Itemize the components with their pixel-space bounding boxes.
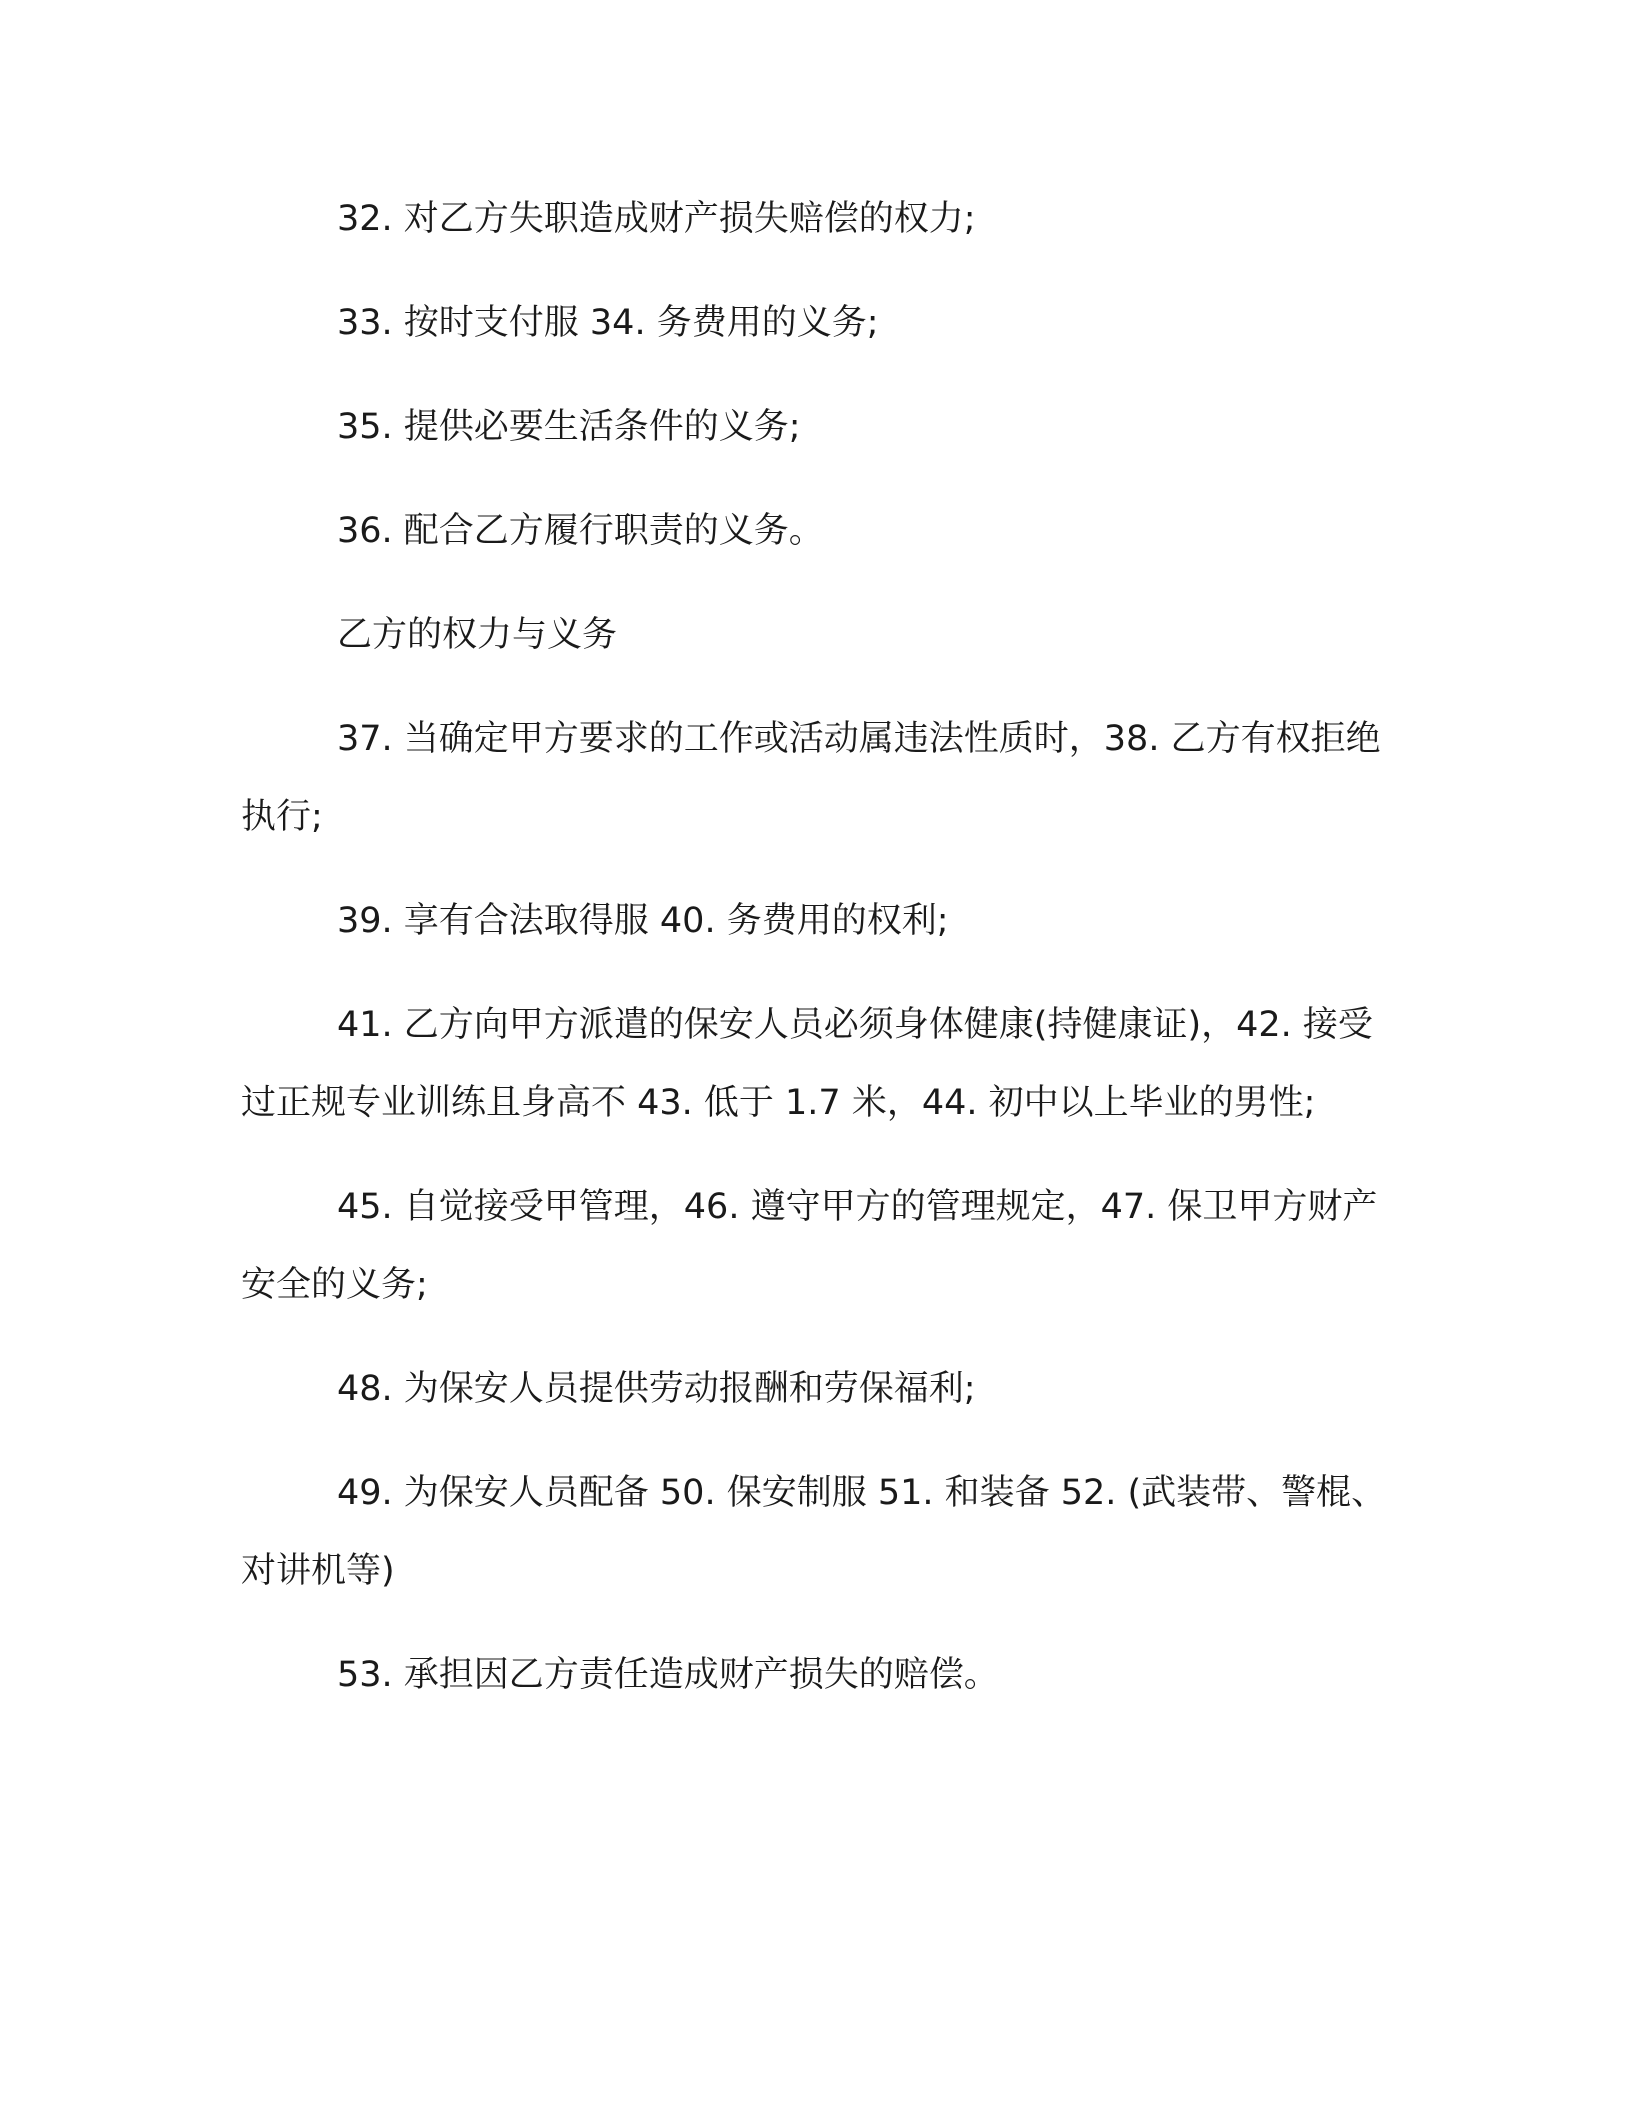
paragraph-36: 36. 配合乙方履行职责的义务。 [337, 511, 824, 551]
paragraph-37: 37. 当确定甲方要求的工作或活动属违法性质时，38. 乙方有权拒绝执行; [241, 719, 1381, 837]
paragraph-53: 53. 承担因乙方责任造成财产损失的赔偿。 [337, 1655, 999, 1695]
paragraph-35: 35. 提供必要生活条件的义务; [337, 407, 801, 447]
paragraph-33: 33. 按时支付服 34. 务费用的义务; [337, 303, 879, 343]
paragraph-48: 48. 为保安人员提供劳动报酬和劳保福利; [337, 1369, 976, 1409]
paragraph-41: 41. 乙方向甲方派遣的保安人员必须身体健康(持健康证)，42. 接受过正规专业训练且身高不 43. 低于 1.7 米，44. 初中以上毕业的男性; [241, 1005, 1373, 1123]
paragraph-49: 49. 为保安人员配备 50. 保安制服 51. 和装备 52. (武装带、警棍、对讲机等) [241, 1473, 1387, 1591]
paragraph-32: 32. 对乙方失职造成财产损失赔偿的权力; [337, 199, 976, 239]
section-heading-party-b: 乙方的权力与义务 [337, 615, 618, 655]
paragraph-39: 39. 享有合法取得服 40. 务费用的权利; [337, 901, 949, 941]
paragraph-45: 45. 自觉接受甲管理，46. 遵守甲方的管理规定，47. 保卫甲方财产安全的义务; [241, 1187, 1378, 1305]
document-body [241, 180, 1401, 1740]
